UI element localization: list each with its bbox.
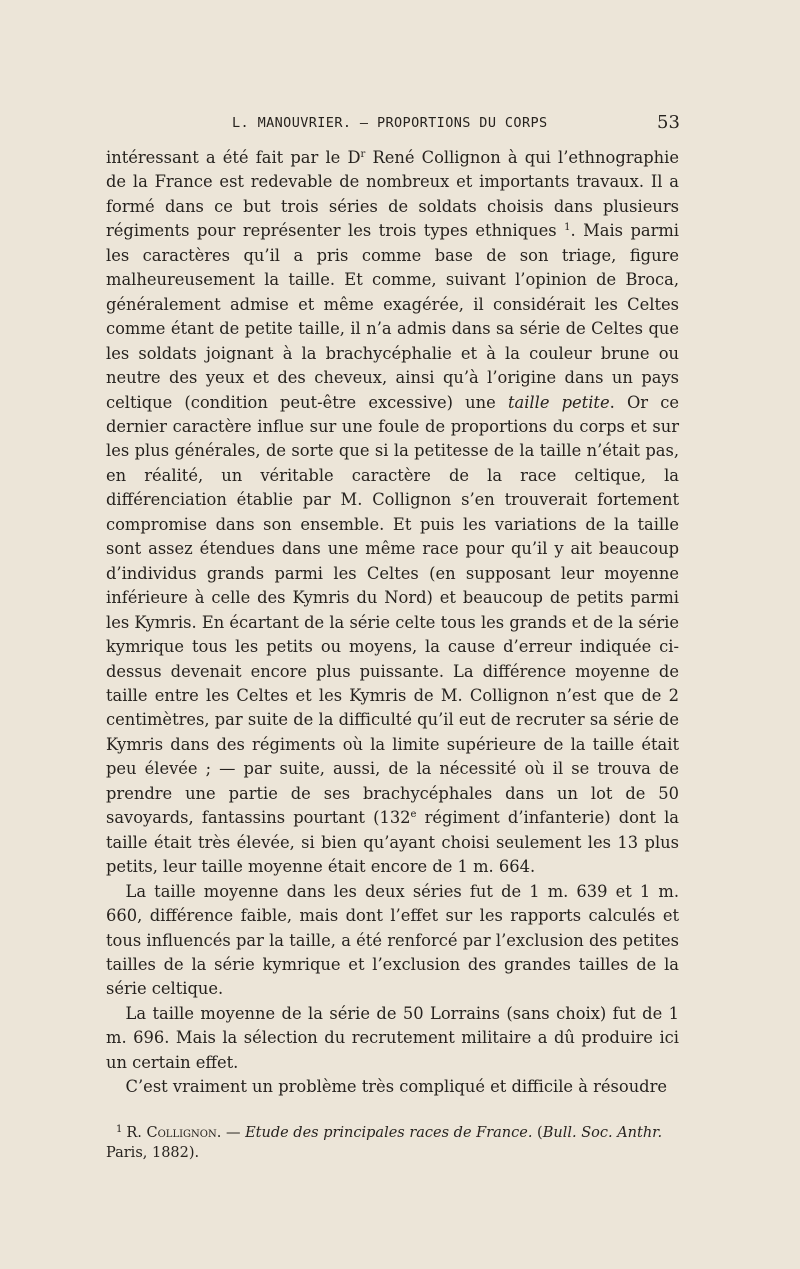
footnote bbox=[106, 1120, 679, 1163]
p1-superscript-e: e bbox=[410, 809, 417, 821]
footnote-rest: Paris, 1882). bbox=[106, 1145, 200, 1161]
p1-part-d: . Or ce dernier caractère influe sur une foule de proportions du corps et sur les plus générales, de sorte que si la petitesse de la taille n’était pas, en réalité, un véritable caractère de la race celtique, la différenciation établie par M. Collignon s’en trouverait fortement compromise dans son ensemble. Et puis les variations de la taille sont assez étendues dans une même race pour qu’il y ait beaucoup d’individus grands parmi les Celtes (en supposant leur moyenne inférieure à celle des Kymris du Nord) et beaucoup de petits parmi les Kymris. En écartant de la série celte tous les grands et de la série kymrique tous les petits ou moyens, la cause d’erreur indiquée ci-dessus devenait encore plus puissante. La différence moyenne de taille entre les Celtes et les Kymris de M. Collignon n’est que de 2 centimètres, par suite de la difficulté qu’il eut de recruter sa série de Kymris dans des régiments où la limite supérieure de la taille était peu élevée ; — par suite, aussi, de la nécessité où il se trouva de prendre une partie de ses brachycéphales dans un lot de 50 savoyards, fantassins pourtant (132 bbox=[106, 392, 679, 828]
p1-part-c: . Mais parmi les caractères qu’il a pris comme base de son triage, figure malheureusement la taille. Et comme, suivant l’opinion de Broca, généralement admise et même exagérée, il considérait les Celtes comme étant de petite taille, il n’a admis dans sa série de Celtes que les soldats joignant à la brachycéphalie et à la couleur brune ou neutre des yeux et des cheveux, ainsi qu’à l’origine dans un pays celtique (condition peut-être excessive) une bbox=[106, 221, 680, 412]
footnote-mark: 1 bbox=[116, 1124, 123, 1135]
body-text bbox=[106, 146, 679, 1100]
running-title: L. MANOUVRIER. — PROPORTIONS DU CORPS bbox=[232, 115, 548, 131]
p1-superscript-r: r bbox=[360, 149, 366, 160]
p1-part-e: régiment d’infanterie) dont la taille était très élevée, si bien qu’ayant choisi seulement les 13 plus petits, leur taille moyenne était encore de 1 m. 664. bbox=[106, 808, 679, 877]
italic-taille-petite: taille petite bbox=[507, 392, 610, 412]
footnote-open-paren: ( bbox=[532, 1125, 543, 1141]
footnote-title: Etude des principales races de France. bbox=[245, 1125, 533, 1141]
footnote-dash: — bbox=[221, 1125, 246, 1141]
paragraph-4: C’est vraiment un problème très compliqué et difficile à résoudre bbox=[125, 1077, 668, 1097]
paragraph-3: La taille moyenne de la série de 50 Lorrains (sans choix) fut de 1 m. 696. Mais la sélection du recrutement militaire a dû produire ici un certain effet. bbox=[106, 1003, 679, 1072]
p1-part-b: René Collignon à qui l’ethnographie de la France est redevable de nombreux et importants travaux. Il a formé dans ce but trois séries de soldats choisis dans plusieurs régiments pour représenter les trois types ethniques bbox=[106, 148, 679, 241]
footnote-author: R. Collignon. bbox=[126, 1125, 222, 1141]
paragraph-1 bbox=[106, 146, 679, 880]
page-number: 53 bbox=[657, 112, 680, 133]
footnote-journal: Bull. Soc. Anthr. bbox=[542, 1125, 663, 1141]
footnote-reference: 1 bbox=[564, 222, 571, 234]
running-head bbox=[0, 112, 800, 136]
p1-part-a: intéressant a été fait par le D bbox=[106, 148, 361, 167]
paragraph-2: La taille moyenne dans les deux séries fut de 1 m. 639 et 1 m. 660, différence faible, mais dont l’effet sur les rapports calculés et tous influencés par la taille, a été renforcé par l’exclusion des petites tailles de la série kymrique et l’exclusion des grandes tailles de la série celtique. bbox=[106, 881, 679, 999]
